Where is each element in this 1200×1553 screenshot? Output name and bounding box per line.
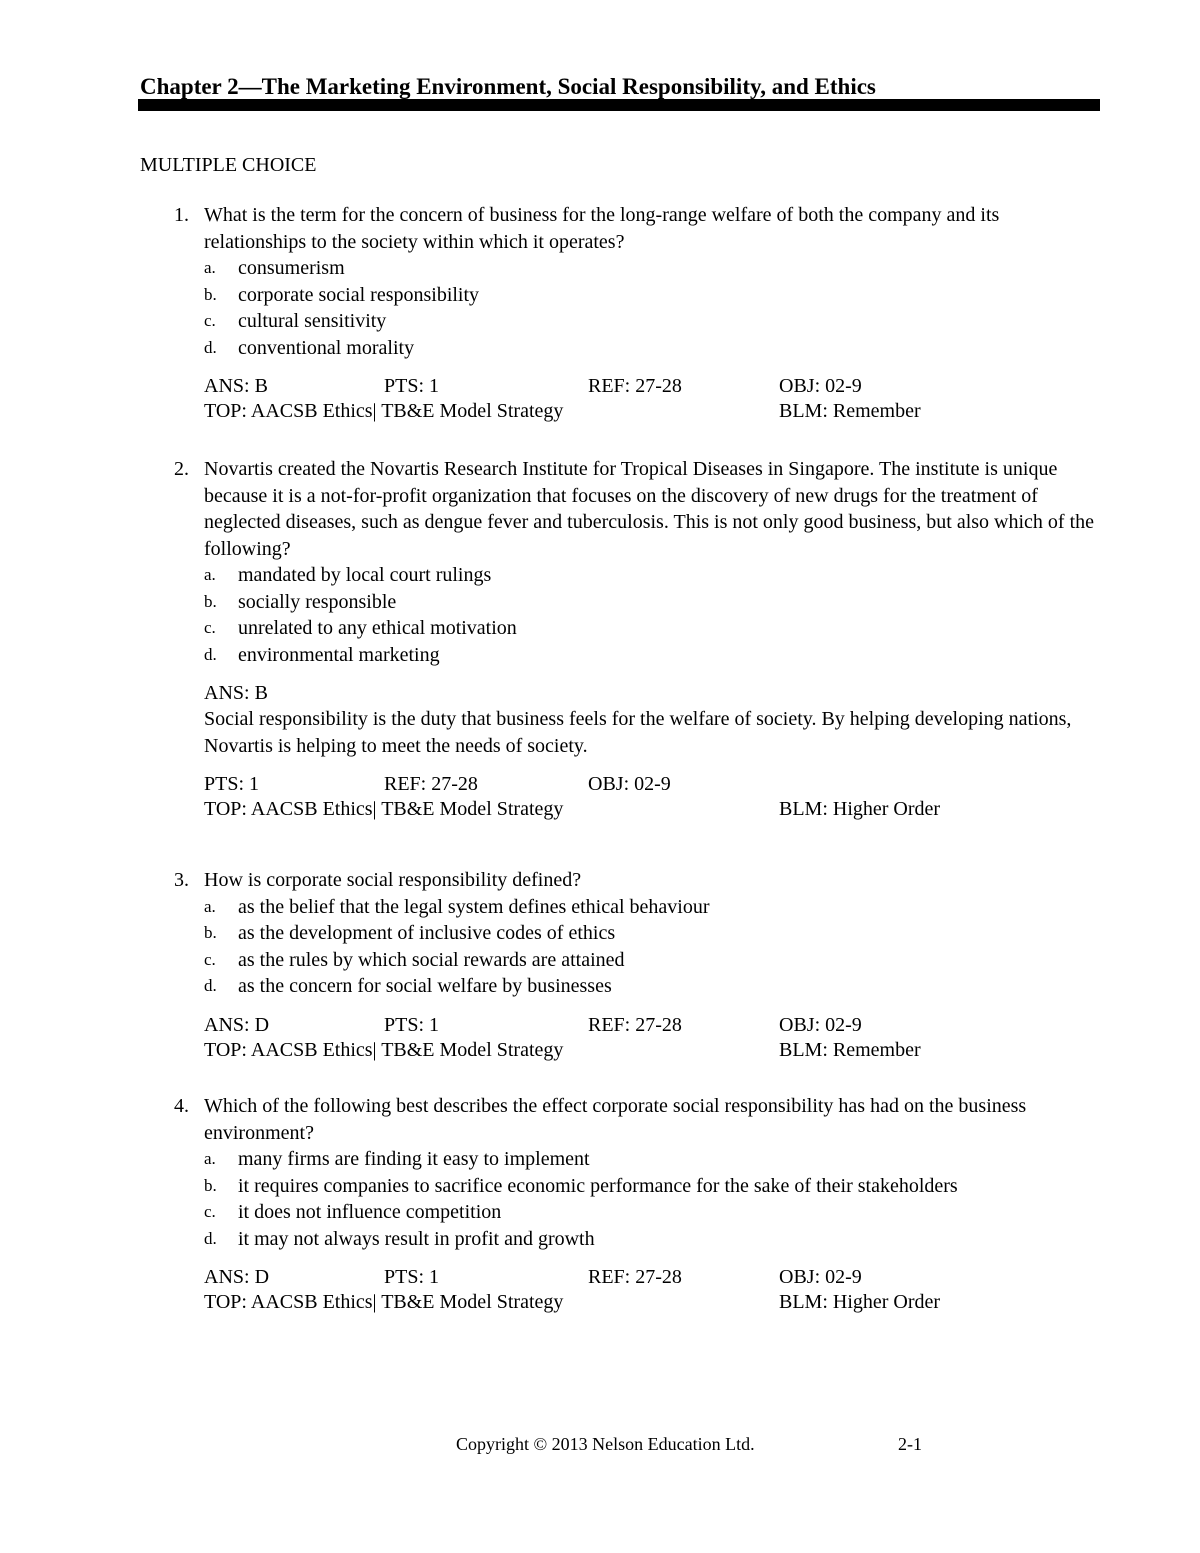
question-number: 1. [174,204,189,226]
answer-key: ANS: D [204,1013,270,1036]
page-reference: REF: 27-28 [588,1013,682,1036]
option-letter: a. [204,258,216,277]
option-list [204,1146,1100,1252]
page-reference: REF: 27-28 [588,375,682,397]
option-letter: a. [204,1149,216,1168]
option-text: as the rules by which social rewards are attained [238,948,625,971]
option-text: conventional morality [238,336,415,359]
page-reference: REF: 27-28 [588,1266,682,1288]
blooms-level: BLM: Remember [779,400,921,422]
option-letter: a. [204,896,216,916]
option-c [204,308,1100,335]
topic-meta-row [204,1290,1100,1315]
points-meta-row [204,772,1100,797]
option-letter: d. [204,644,217,664]
question-stem: How is corporate social responsibility defined? [204,869,582,891]
answer-block [204,681,1100,822]
option-text: as the belief that the legal system defines ethical behaviour [238,895,710,918]
option-a [204,255,1100,282]
title-rule [138,99,1100,111]
option-b [204,920,1100,947]
option-text: it requires companies to sacrifice economic performance for the sake of their stakeholders [238,1174,958,1197]
answer-meta-row [204,1265,1100,1290]
question-3 [0,867,1200,1063]
option-letter: b. [204,591,217,611]
option-b [204,589,1100,616]
option-text: consumerism [238,257,345,279]
option-a [204,894,1100,921]
section-heading: MULTIPLE CHOICE [140,154,317,176]
option-letter: c. [204,311,216,330]
points: PTS: 1 [384,1013,440,1036]
question-1 [0,202,1200,424]
option-d [204,642,1100,669]
topic: TOP: AACSB Ethics| TB&E Model Strategy [204,1038,564,1061]
option-letter: c. [204,1202,216,1221]
option-text: cultural sensitivity [238,310,387,332]
option-list [204,562,1100,668]
option-text: it does not influence competition [238,1201,502,1223]
option-list [204,894,1100,1000]
option-d [204,335,1100,362]
option-text: corporate social responsibility [238,283,480,306]
option-letter: a. [204,565,216,584]
blooms-level: BLM: Higher Order [779,1291,941,1313]
objective: OBJ: 02-9 [779,1013,862,1036]
topic-meta-row [204,1038,1100,1063]
page-number: 2-1 [898,1434,922,1454]
question-stem: What is the term for the concern of business for the long-range welfare of both the company and its relationships to the society within which it operates? [204,204,1000,253]
question-4 [0,1093,1200,1315]
answer-block [204,1265,1100,1315]
option-b [204,1173,1100,1200]
option-text: unrelated to any ethical motivation [238,617,517,639]
option-c [204,947,1100,974]
answer-rationale: Social responsibility is the duty that business feels for the welfare of society. By helping developing nations, Novartis is helping to meet the needs of society. [204,708,1072,757]
topic: TOP: AACSB Ethics| TB&E Model Strategy [204,1291,564,1313]
option-b [204,282,1100,309]
option-text: as the development of inclusive codes of ethics [238,922,616,944]
option-letter: c. [204,949,216,969]
points: PTS: 1 [204,773,260,795]
points: PTS: 1 [384,375,440,397]
answer-block [204,1013,1100,1063]
answer-meta-row [204,681,1100,706]
topic-meta-row [204,797,1100,822]
copyright-footer: Copyright © 2013 Nelson Education Ltd. [456,1434,755,1454]
option-c [204,615,1100,642]
page-reference: REF: 27-28 [384,773,478,795]
option-text: many firms are finding it easy to implement [238,1148,590,1170]
option-d [204,973,1100,1000]
objective: OBJ: 02-9 [779,1266,862,1288]
option-d [204,1226,1100,1253]
option-a [204,562,1100,589]
objective: OBJ: 02-9 [779,375,862,397]
answer-key: ANS: D [204,1266,270,1288]
topic-meta-row [204,399,1100,424]
option-text: socially responsible [238,590,397,613]
question-number: 3. [174,869,189,891]
question-stem: Which of the following best describes the effect corporate social responsibility has had on the business environment? [204,1095,1027,1144]
page-title: Chapter 2—The Marketing Environment, Social Responsibility, and Ethics [140,74,876,99]
option-text: it may not always result in profit and growth [238,1227,595,1250]
blooms-level: BLM: Remember [779,1038,921,1061]
question-number: 2. [174,458,189,480]
points: PTS: 1 [384,1266,440,1288]
option-letter: c. [204,618,216,637]
option-text: environmental marketing [238,643,440,666]
question-2 [0,456,1200,822]
answer-key: ANS: B [204,682,268,704]
answer-meta-row [204,1013,1100,1038]
option-letter: b. [204,1175,217,1195]
option-letter: b. [204,923,217,942]
option-list [204,255,1100,361]
topic: TOP: AACSB Ethics| TB&E Model Strategy [204,400,564,422]
option-letter: d. [204,1228,217,1248]
option-text: mandated by local court rulings [238,564,492,586]
answer-meta-row [204,374,1100,399]
answer-key: ANS: B [204,375,268,397]
answer-block [204,374,1100,424]
option-letter: d. [204,976,217,995]
option-text: as the concern for social welfare by businesses [238,975,612,997]
topic: TOP: AACSB Ethics| TB&E Model Strategy [204,798,564,820]
objective: OBJ: 02-9 [588,773,671,795]
question-stem: Novartis created the Novartis Research Institute for Tropical Diseases in Singapore. The institute is unique because it is a not-for-profit organization that focuses on the discovery of new drugs for the treatment of neglected diseases, such as dengue fever and tuberculosis. This is not only good business, but also which of the following? [204,458,1095,560]
option-letter: b. [204,284,217,304]
question-number: 4. [174,1095,189,1117]
blooms-level: BLM: Higher Order [779,798,941,820]
option-a [204,1146,1100,1173]
option-letter: d. [204,337,217,357]
option-c [204,1199,1100,1226]
